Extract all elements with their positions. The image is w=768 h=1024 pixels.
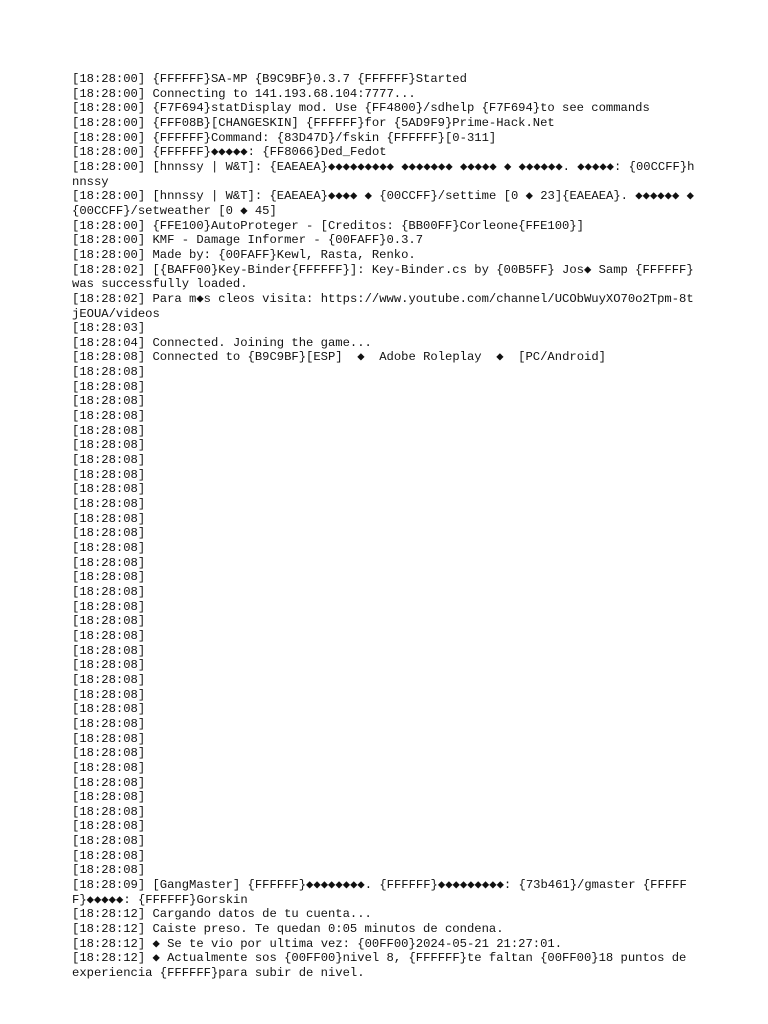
chat-log — [72, 72, 700, 981]
log-line: [18:28:08] — [72, 423, 146, 438]
log-line: [18:28:00] {FFF08B}[CHANGESKIN] {FFFFFF}for {5AD9F9}Prime-Hack.Net — [72, 115, 555, 130]
log-line: [18:28:08] — [72, 790, 146, 805]
log-line: [18:28:04] Connected. Joining the game... — [72, 335, 372, 350]
log-line: [18:28:08] — [72, 702, 146, 717]
log-line: [18:28:08] — [72, 365, 146, 380]
log-line: [18:28:02] Para m◆s cleos visita: https://www.youtube.com/channel/UCObWuyXO70o2Tpm-8tjEOUA/videos — [72, 291, 694, 321]
log-line: [18:28:08] — [72, 467, 146, 482]
log-line: [18:28:08] — [72, 746, 146, 761]
log-line: [18:28:12] Caiste preso. Te quedan 0:05 minutos de condena. — [72, 922, 504, 937]
log-line: [18:28:02] [{BAFF00}Key-Binder{FFFFFF}]: Key-Binder.cs by {00B5FF} Jos◆ Samp {FFFFFF}was successfully loaded. — [72, 262, 694, 292]
log-line: [18:28:00] {F7F694}statDisplay mod. Use {FF4800}/sdhelp {F7F694}to see commands — [72, 101, 650, 116]
log-line: [18:28:08] — [72, 526, 146, 541]
log-line: [18:28:08] — [72, 394, 146, 409]
log-line: [18:28:08] — [72, 570, 146, 585]
log-line: [18:28:00] [hnnssy | W&T]: {EAEAEA}◆◆◆◆◆◆◆◆◆ ◆◆◆◆◆◆◆ ◆◆◆◆◆ ◆ ◆◆◆◆◆◆. ◆◆◆◆◆: {00CCFF}hnnssy — [72, 159, 695, 189]
log-line: [18:28:00] KMF - Damage Informer - {00FAFF}0.3.7 — [72, 233, 424, 248]
log-line: [18:28:08] — [72, 672, 146, 687]
log-line: [18:28:08] Connected to {B9C9BF}[ESP] ◆ Adobe Roleplay ◆ [PC/Android] — [72, 350, 606, 365]
log-line: [18:28:08] — [72, 804, 146, 819]
log-line: [18:28:08] — [72, 628, 146, 643]
log-line: [18:28:12] ◆ Actualmente sos {00FF00}nivel 8, {FFFFFF}te faltan {00FF00}18 puntos de experiencia {FFFFFF}para subir de nivel. — [72, 951, 694, 981]
log-line: [18:28:08] — [72, 599, 146, 614]
log-line: [18:28:09] [GangMaster] {FFFFFF}◆◆◆◆◆◆◆◆. {FFFFFF}◆◆◆◆◆◆◆◆◆: {73b461}/gmaster {FFFFFF}◆◆◆◆◆: {FFFFFF}Gorskin — [72, 878, 687, 907]
log-line: [18:28:08] — [72, 584, 146, 599]
log-line: [18:28:08] — [72, 497, 146, 512]
log-line: [18:28:08] — [72, 614, 146, 629]
log-line: [18:28:00] {FFFFFF}SA-MP {B9C9BF}0.3.7 {FFFFFF}Started — [72, 72, 467, 86]
log-line: [18:28:08] — [72, 716, 146, 731]
log-line: [18:28:08] — [72, 643, 146, 658]
log-line: [18:28:08] — [72, 760, 146, 775]
log-line: [18:28:12] Cargando datos de tu cuenta... — [72, 907, 372, 922]
log-line: [18:28:00] [hnnssy | W&T]: {EAEAEA}◆◆◆◆ ◆ {00CCFF}/settime [0 ◆ 23]{EAEAEA}. ◆◆◆◆◆◆ ◆ {00CCFF}/setweather [0 ◆ 45] — [72, 189, 702, 218]
log-line: [18:28:03] — [72, 321, 146, 336]
log-line: [18:28:08] — [72, 731, 146, 746]
log-line: [18:28:08] — [72, 775, 146, 790]
log-line: [18:28:08] — [72, 834, 146, 849]
log-line: [18:28:08] — [72, 819, 146, 834]
log-line: [18:28:08] — [72, 409, 146, 424]
log-line: [18:28:08] — [72, 541, 146, 555]
log-line: [18:28:00] {FFFFFF}Command: {83D47D}/fskin {FFFFFF}[0-311] — [72, 130, 497, 145]
log-line: [18:28:00] {FFE100}AutoProteger - [Creditos: {BB00FF}Corleone{FFE100}] — [72, 218, 584, 233]
log-line: [18:28:08] — [72, 438, 146, 453]
log-line: [18:28:08] — [72, 379, 146, 394]
log-line: [18:28:00] Made by: {00FAFF}Kewl, Rasta, Renko. — [72, 247, 416, 262]
log-line: [18:28:00] Connecting to 141.193.68.104:7777... — [72, 86, 416, 101]
log-line: [18:28:08] — [72, 658, 146, 673]
log-line: [18:28:08] — [72, 555, 146, 570]
log-line: [18:28:08] — [72, 848, 146, 863]
log-line: [18:28:08] — [72, 687, 146, 702]
log-line: [18:28:08] — [72, 453, 146, 468]
log-line: [18:28:08] — [72, 482, 146, 497]
log-line: [18:28:00] {FFFFFF}◆◆◆◆◆: {FF8066}Ded_Fedot — [72, 145, 387, 160]
log-line: [18:28:08] — [72, 863, 146, 878]
log-line: [18:28:08] — [72, 511, 146, 526]
log-line: [18:28:12] ◆ Se te vio por ultima vez: {00FF00}2024-05-21 21:27:01. — [72, 936, 563, 951]
